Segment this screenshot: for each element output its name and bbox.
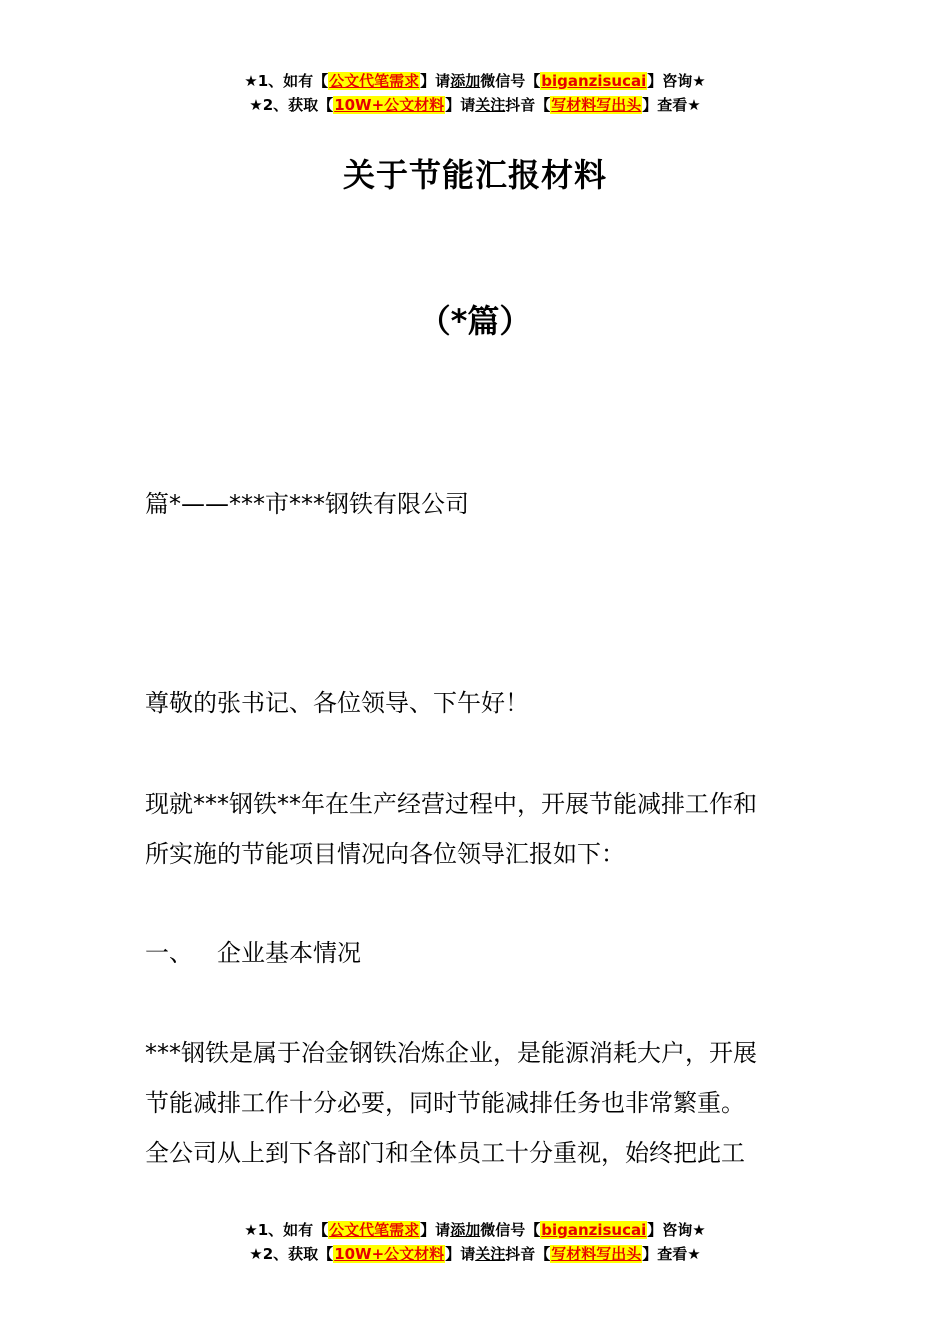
paragraph-line: 所实施的节能项目情况向各位领导汇报如下： [145, 840, 625, 868]
promo-line-1: ★1、如有【公文代笔需求】请添加微信号【biganzisucai】咨询★ [244, 72, 706, 90]
promo-highlight: 10W+公文材料 [334, 96, 445, 114]
document-title: 关于节能汇报材料 [342, 156, 607, 194]
intro-paragraph [145, 779, 815, 879]
greeting-paragraph: 尊敬的张书记、各位领导、下午好！ [145, 689, 529, 717]
promo-line-2: ★2、获取【10W+公文材料】请关注抖音【写材料写出头】查看★ [249, 1245, 701, 1263]
douyin-highlight: 写材料写出头 [551, 96, 642, 114]
promo-line-1: ★1、如有【公文代笔需求】请添加微信号【biganzisucai】咨询★ [244, 1221, 706, 1239]
promo-highlight: 公文代笔需求 [329, 72, 420, 90]
promo-line-2: ★2、获取【10W+公文材料】请关注抖音【写材料写出头】查看★ [249, 96, 701, 114]
section-heading [145, 928, 815, 978]
paragraph-line: 全公司从上到下各部门和全体员工十分重视，始终把此工 [145, 1139, 745, 1167]
section-title: 企业基本情况 [217, 939, 361, 967]
paragraph-line: 节能减排工作十分必要，同时节能减排任务也非常繁重。 [145, 1089, 745, 1117]
douyin-highlight: 写材料写出头 [551, 1245, 642, 1263]
promo-highlight: 10W+公文材料 [334, 1245, 445, 1263]
wechat-id-highlight: biganzisucai [541, 1221, 647, 1239]
company-line: 篇*——***市***钢铁有限公司 [145, 490, 469, 518]
document-subtitle: （*篇） [418, 302, 532, 340]
promo-highlight: 公文代笔需求 [329, 1221, 420, 1239]
wechat-id-highlight: biganzisucai [541, 72, 647, 90]
paragraph-line: ***钢铁是属于冶金钢铁冶炼企业，是能源消耗大户，开展 [145, 1039, 757, 1067]
header-promo-banner [0, 69, 950, 117]
footer-promo-banner [0, 1218, 950, 1266]
paragraph-line: 现就***钢铁**年在生产经营过程中，开展节能减排工作和 [145, 790, 757, 818]
section-paragraph [145, 1028, 815, 1178]
section-number: 一、 [145, 939, 193, 967]
